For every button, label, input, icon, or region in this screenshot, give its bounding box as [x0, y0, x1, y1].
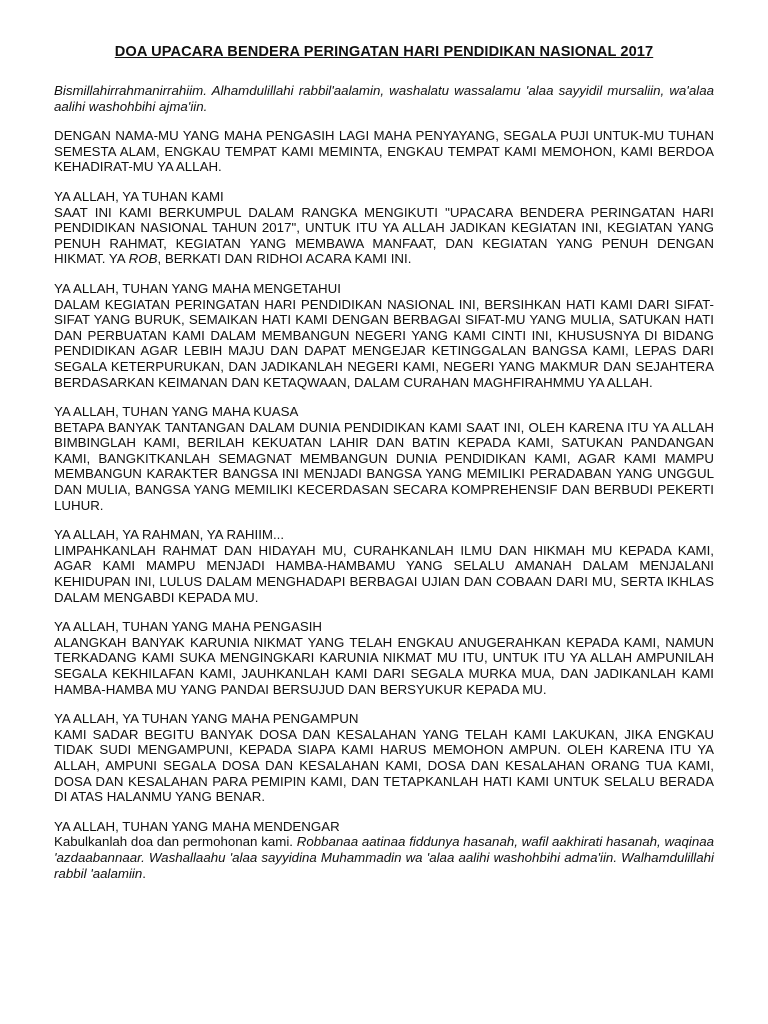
section-text: Kabulkanlah doa dan permohonan kami. — [54, 834, 297, 850]
section-maha-mendengar — [54, 819, 714, 881]
section-text: BETAPA BANYAK TANTANGAN DALAM DUNIA PENDIDIKAN KAMI SAAT INI, OLEH KARENA ITU YA ALLAH BIMBINGLAH KAMI, BERILAH KEKUATAN LAHIR DAN BATIN KEPADA KAMI, SATUKAN PANDANGAN KAMI, BANGKITKANLAH SEMAGNAT MEMBANGUN DUNIA PENDIDIKAN KAMI, AGAR KAMI MAMPU MEMBANGUN KARAKTER BANGSA INI MENJADI BANGSA YANG MEMILIKI PERADABAN YANG UNGGUL DAN MULIA, BANGSA YANG MEMILIKI KECERDASAN SECARA KOMPREHENSIF DAN BERBUDI PEKERTI LUHUR. — [54, 419, 714, 513]
section-heading: YA ALLAH, TUHAN YANG MAHA MENGETAHUI — [54, 280, 341, 296]
section-text: SAAT INI KAMI BERKUMPUL DALAM RANGKA MENGIKUTI "UPACARA BENDERA PERINGATAN HARI PENDIDIKAN NASIONAL TAHUN 2017", UNTUK ITU YA ALLAH JADIKAN KEGIATAN INI, KEGIATAN YANG PENUH RAHMAT, KEGIATAN YANG MEMBAWA MANFAAT, DAN KEGIATAN YANG PENUH DENGAN HIKMAT. YA — [54, 204, 714, 267]
section-heading: YA ALLAH, YA TUHAN KAMI — [54, 188, 224, 204]
section-heading: YA ALLAH, YA TUHAN YANG MAHA PENGAMPUN — [54, 711, 359, 727]
section-maha-mengetahui — [54, 281, 714, 390]
section-text-italic: Robbanaa aatinaa fiddunya hasanah, wafil aakhirati hasanah, waqinaa 'azdaabannaar. Washallaahu 'alaa sayyidina Muhammadin wa 'alaa aalihi washohbihi adma'iin. Walhamdulillahi rabbil 'aalamiin — [54, 834, 714, 881]
opening-paragraph: Bismillahirrahmanirrahiim. Alhamdulillahi rabbil'aalamin, washalatu wassalamu 'alaa sayyidil mursaliin, wa'alaa aalihi washohbihi ajma'iin. — [54, 83, 714, 114]
intro-paragraph: DENGAN NAMA-MU YANG MAHA PENGASIH LAGI MAHA PENYAYANG, SEGALA PUJI UNTUK-MU TUHAN SEMESTA ALAM, ENGKAU TEMPAT KAMI MEMINTA, ENGKAU TEMPAT KAMI MEMOHON, KAMI BERDOA KEHADIRAT-MU YA ALLAH. — [54, 128, 714, 175]
section-text: ALANGKAH BANYAK KARUNIA NIKMAT YANG TELAH ENGKAU ANUGERAHKAN KEPADA KAMI, NAMUN TERKADANG KAMI SUKA MENGINGKARI KARUNIA NIKMAT MU ITU, UNTUK ITU YA ALLAH AMPUNILAH SEGALA KEKHILAFAN KAMI, JAUHKANLAH KAMI DARI SEGALA MURKA MUA, DAN JADIKANLAH KAMI HAMBA-HAMBA MU YANG PANDAI BERSUJUD DAN BERSYUKUR KEPADA MU. — [54, 634, 714, 697]
section-maha-pengasih — [54, 619, 714, 697]
section-heading: YA ALLAH, TUHAN YANG MAHA MENDENGAR — [54, 818, 340, 834]
section-maha-kuasa — [54, 404, 714, 513]
section-text-end: , BERKATI DAN RIDHOI ACARA KAMI INI. — [157, 251, 412, 267]
section-maha-pengampun — [54, 711, 714, 805]
section-text: LIMPAHKANLAH RAHMAT DAN HIDAYAH MU, CURAHKANLAH ILMU DAN HIKMAH MU KEPADA KAMI, AGAR KAMI MAMPU MENJADI HAMBA-HAMBAMU YANG SELALU AMANAH DALAM MENJALANI KEHIDUPAN INI, LULUS DALAM MENGHADAPI BERBAGAI UJIAN DAN COBAAN DARI MU, SERTA IKHLAS DALAM MENGABDI KEPADA MU. — [54, 542, 714, 605]
section-ya-rahman — [54, 527, 714, 605]
section-text: DALAM KEGIATAN PERINGATAN HARI PENDIDIKAN NASIONAL INI, BERSIHKAN HATI KAMI DARI SIFAT-SIFAT YANG BURUK, SEMAIKAN HATI KAMI DENGAN BERBAGAI SIFAT-MU YANG MULIA, SATUKAN HATI DAN PERBUATAN KAMI DALAM MEMBANGUN NEGERI YANG KAMI CINTI INI, KHUSUSNYA DI BIDANG PENDIDIKAN AGAR LEBIH MAJU DAN DAPAT MENGEJAR KETINGGALAN BANGSA KAMI, LEPAS DARI SEGALA KETERPURUKAN, DAN JADIKANLAH NEGERI KAMI, NEGERI YANG MAKMUR DAN SEJAHTERA BERDASARKAN KEIMANAN DAN KETAQWAAN, DALAM CURAHAN MAGHFIRAHMMU YA ALLAH. — [54, 296, 714, 390]
section-heading: YA ALLAH, TUHAN YANG MAHA KUASA — [54, 404, 299, 420]
section-text: KAMI SADAR BEGITU BANYAK DOSA DAN KESALAHAN YANG TELAH KAMI LAKUKAN, JIKA ENGKAU TIDAK SUDI MENGAMPUNI, KEPADA SIAPA KAMI HARUS MEMOHON AMPUN. OLEH KARENA ITU YA ALLAH, AMPUNI SEGALA DOSA DAN KESALAHAN KAMI, DOSA DAN KESALAHAN ORANG TUA KAMI, DOSA DAN KESALAHAN PARA PEMIPIN KAMI, DAN TETAPKANLAH HATI KAMI UNTUK SELALU BERADA DI ATAS HALANMU YANG BENAR. — [54, 726, 714, 805]
document-title: DOA UPACARA BENDERA PERINGATAN HARI PENDIDIKAN NASIONAL 2017 — [114, 44, 654, 60]
section-heading: YA ALLAH, YA RAHMAN, YA RAHIIM... — [54, 527, 285, 543]
section-text-italic: ROB — [128, 251, 158, 267]
section-ya-tuhan-kami — [54, 189, 714, 267]
section-text-end: . — [142, 865, 146, 881]
section-heading: YA ALLAH, TUHAN YANG MAHA PENGASIH — [54, 619, 322, 635]
